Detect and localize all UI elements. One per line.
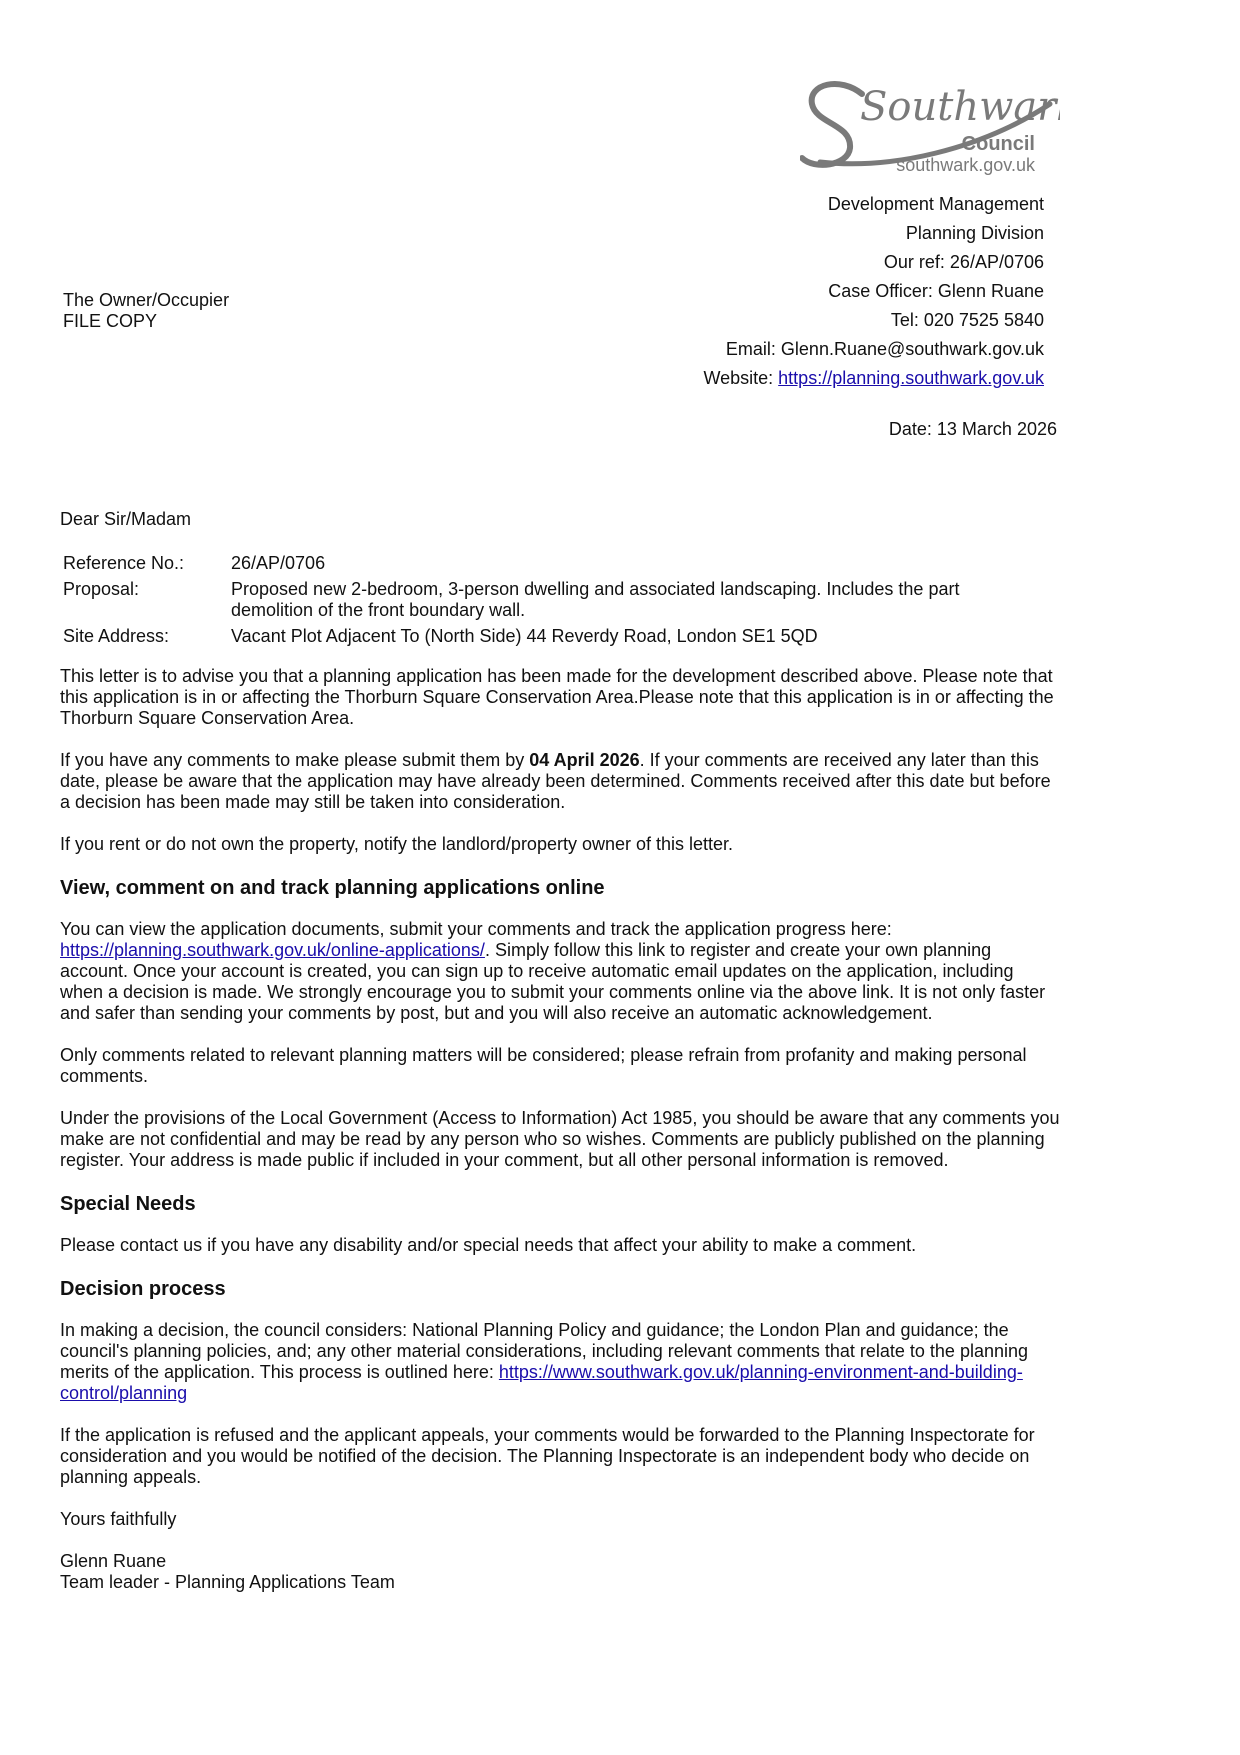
deadline-paragraph: [60, 750, 1060, 813]
decision-paragraph-1: [60, 1320, 1060, 1404]
letter-date: Date: 13 March 2026: [888, 419, 1057, 439]
sender-department: Development Management: [827, 194, 1044, 214]
signoff: Yours faithfully: [60, 1509, 177, 1529]
table-row: [63, 553, 1021, 579]
sender-division: Planning Division: [905, 223, 1044, 243]
recipient-address: [63, 290, 229, 332]
signatory-name: Glenn Ruane: [60, 1551, 167, 1571]
table-row: [63, 579, 1021, 626]
online-paragraph-3: Under the provisions of the Local Government (Access to Information) Act 1985, you should be aware that any comments you make are not confidential and may be read by any person who so wishes. Comments are publicly published on the planning register. Your address is made public if included in your comment, but all other personal information is removed.: [60, 1108, 1060, 1170]
logo-name: Southwark: [860, 84, 1060, 130]
logo-website: southwark.gov.uk: [896, 155, 1035, 175]
sender-email: Email: Glenn.Ruane@southwark.gov.uk: [725, 339, 1044, 359]
sender-website-label: Website:: [703, 368, 779, 388]
reference-value: 26/AP/0706: [231, 553, 326, 573]
sender-details: [703, 190, 1044, 393]
special-needs-paragraph: Please contact us if you have any disability and/or special needs that affect your ability to make a comment.: [60, 1235, 917, 1255]
recipient-line-1: The Owner/Occupier: [63, 290, 230, 310]
reference-label: Reference No.:: [63, 553, 185, 573]
sender-our-ref: Our ref: 26/AP/0706: [883, 252, 1044, 272]
site-address-value: Vacant Plot Adjacent To (North Side) 44 Reverdy Road, London SE1 5QD: [231, 626, 818, 646]
southwark-logo-graphic: [800, 58, 1060, 178]
decision-p1-before: In making a decision, the council considers: National Planning Policy and guidance; the London Plan and guidance; the council's planning policies, and; any other material considerations, including relevant comments that relate to the planning merits of the application. This process is outlined here:: [60, 1320, 1029, 1382]
decision-process-heading: Decision process: [60, 1278, 226, 1300]
decision-paragraph-2: If the application is refused and the applicant appeals, your comments would be forwarded to the Planning Inspectorate for consideration and you would be notified of the decision. The Planning Inspectorate is an independent body who decide on planning appeals.: [60, 1425, 1035, 1487]
online-p1-after: . Simply follow this link to register and create your own planning account. Once your account is created, you can sign up to receive automatic email updates on the application, including when a decision is made. We strongly encourage you to submit your comments online via the above link. It is not only faster and safer than sending your comments by post, but and you will also receive an automatic acknowledgement.: [60, 940, 1046, 1023]
sender-website: [703, 364, 1044, 393]
proposal-label: Proposal:: [63, 579, 140, 599]
sender-website-link[interactable]: https://planning.southwark.gov.uk: [778, 368, 1044, 388]
intro-paragraph: This letter is to advise you that a planning application has been made for the development described above. Please note that this application is in or affecting the Thorburn Square Conservation Area.Please note that this application is in or affecting the Thorburn Square Conservation Area.: [60, 666, 1054, 728]
signatory-title: Team leader - Planning Applications Team: [60, 1572, 395, 1592]
rent-paragraph: If you rent or do not own the property, notify the landlord/property owner of this letter.: [60, 834, 734, 854]
southwark-council-logo: [800, 58, 1060, 178]
comment-deadline: 04 April 2026: [529, 750, 640, 770]
online-paragraph-2: Only comments related to relevant planning matters will be considered; please refrain from profanity and making personal comments.: [60, 1045, 1027, 1086]
online-section-heading: View, comment on and track planning applications online: [60, 877, 605, 899]
table-row: [63, 626, 1021, 647]
special-needs-heading: Special Needs: [60, 1193, 196, 1215]
application-details-table: [63, 553, 1021, 647]
site-address-label: Site Address:: [63, 626, 170, 646]
planning-process-link[interactable]: https://www.southwark.gov.uk/planning-environment-and-building-control/planning: [60, 1362, 1023, 1403]
sender-case-officer: Case Officer: Glenn Ruane: [828, 281, 1044, 301]
logo-subtitle: Council: [961, 133, 1035, 155]
sender-tel: Tel: 020 7525 5840: [890, 310, 1044, 330]
proposal-value: Proposed new 2-bedroom, 3-person dwelling and associated landscaping. Includes the part demolition of the front boundary wall.: [231, 579, 960, 620]
online-paragraph-1: [60, 919, 1060, 1024]
salutation: Dear Sir/Madam: [60, 509, 192, 529]
online-applications-link[interactable]: https://planning.southwark.gov.uk/online-applications/: [60, 940, 485, 960]
online-p1-before: You can view the application documents, submit your comments and track the application progress here:: [60, 919, 892, 939]
deadline-text-after: . If your comments are received any later than this date, please be aware that the application may have already been determined. Comments received after this date but before a decision has been made may still be taken into consideration.: [60, 750, 1051, 812]
deadline-text-before: If you have any comments to make please submit them by: [60, 750, 530, 770]
recipient-line-2: FILE COPY: [63, 311, 158, 331]
letter-body: [60, 509, 1060, 1593]
